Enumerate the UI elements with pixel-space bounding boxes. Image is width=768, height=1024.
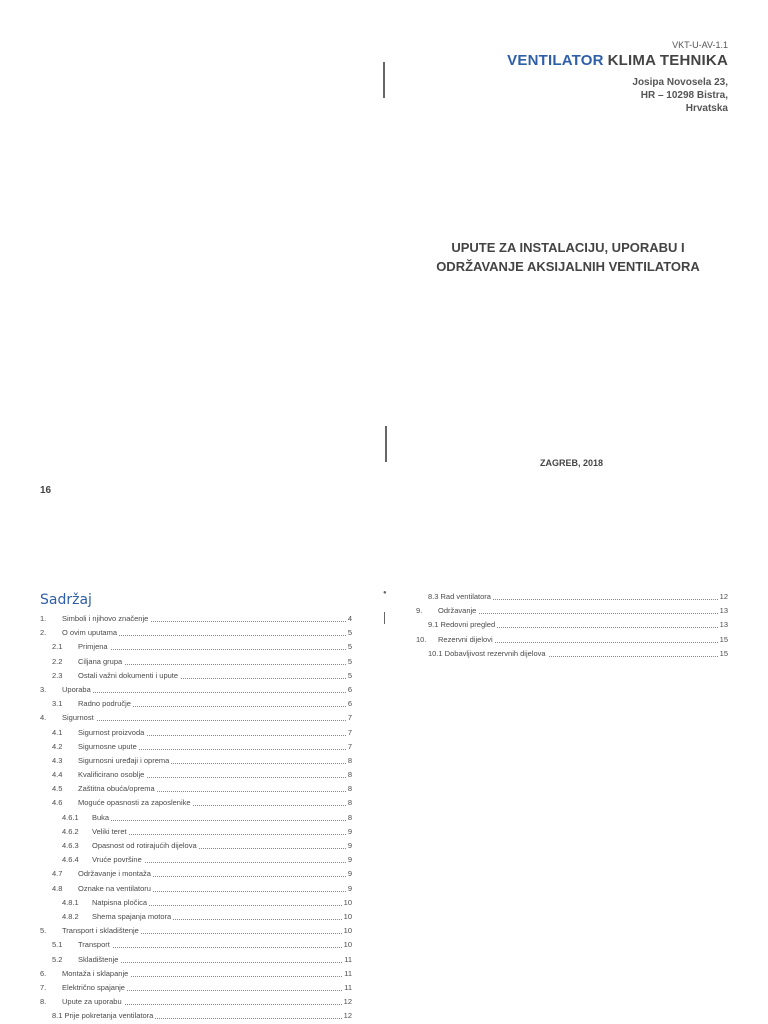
toc-entry-title [62,910,173,924]
toc-entry-text: O ovim uputama [62,628,118,638]
toc-entry-number: 2.2 [52,656,63,666]
toc-entry-page: 9 [346,882,352,896]
toc-entry-text: Kvalificirano osoblje [78,770,145,780]
toc-entry-page: 7 [346,726,352,740]
toc-entry-page: 7 [346,740,352,754]
toc-entry[interactable] [40,882,352,896]
toc-entry-text: Radno područje [78,699,131,709]
toc-entry-title [52,640,110,654]
address-line: HR – 10298 Bistra, [640,90,728,101]
toc-entry-text: Održavanje [438,606,477,616]
toc-entry-text: Primjena [78,642,108,652]
toc-entry-title [40,981,127,995]
toc-entry[interactable] [40,626,352,640]
toc-entry[interactable] [40,726,352,740]
toc-entry-title [52,867,153,881]
toc-entry-title [52,740,139,754]
toc-entry[interactable] [416,647,728,661]
toc-entry-page: 13 [718,604,728,618]
toc-entry-text: Transport [78,940,110,950]
toc-entry[interactable] [40,754,352,768]
toc-entry-number: 6. [40,968,47,978]
toc-entry-text: Zaštitna obuća/oprema [78,784,155,794]
toc-entry[interactable] [40,683,352,697]
toc-entry-title [428,618,497,632]
toc-entry[interactable] [40,796,352,810]
toc-entry[interactable] [40,782,352,796]
toc-entry[interactable] [40,811,352,825]
toc-entry[interactable] [40,924,352,938]
toc-entry-number: 4.6.1 [62,812,79,822]
toc-entry-page: 10 [342,938,352,952]
place-date: ZAGREB, 2018 [540,458,604,468]
toc-entry-page: 8 [346,768,352,782]
toc-entry-number: 4.8 [52,883,63,893]
cover-title [408,238,728,276]
toc-entry-title [52,655,124,669]
toc-entry[interactable] [40,967,352,981]
toc-entry-page: 8 [346,811,352,825]
toc-entry-page: 11 [342,953,352,967]
toc-entry-title [52,726,146,740]
toc-entry-text: Sigurnost [62,713,94,723]
toc-entry-title [40,967,130,981]
title-line: UPUTE ZA INSTALACIJU, UPORABU I [451,240,685,255]
toc-entry-title [62,896,149,910]
toc-entry[interactable] [40,910,352,924]
company-brand [507,52,728,69]
title-line: ODRŽAVANJE AKSIJALNIH VENTILATORA [436,259,700,274]
toc-entry-number: 2. [40,628,47,638]
toc-entry[interactable] [40,669,352,683]
toc-entry-text: 9.1 Redovni pregled [428,620,496,630]
toc-entry-page: 9 [346,839,352,853]
toc-entry-title [52,882,153,896]
toc-entry[interactable] [416,604,728,618]
toc-entry-number: 2.3 [52,670,63,680]
toc-entry-page: 6 [346,683,352,697]
brand-name-part1: VENTILATOR [507,52,604,69]
toc-entry[interactable] [40,697,352,711]
toc-entry-text: 8.3 Rad ventilatora [428,592,491,601]
toc-entry-title [52,796,193,810]
toc-entry-page: 10 [342,910,352,924]
toc-entry[interactable] [40,995,352,1009]
toc-entry-page: 9 [346,853,352,867]
toc-entry-page: 9 [346,825,352,839]
toc-entry-number: 4.6.4 [62,855,79,865]
toc-entry-number: 4.2 [52,741,63,751]
toc-entry[interactable] [416,633,728,647]
toc-entry-page: 13 [718,618,728,632]
toc-entry-number: 4.8.2 [62,911,79,921]
toc-entry-number: 4.8.1 [62,897,79,907]
page-number: 16 [40,485,52,496]
toc-left-column [40,612,352,1023]
toc-entry-text: Shema spajanja motora [92,911,172,921]
toc-entry-number: 4.4 [52,770,63,780]
toc-entry[interactable] [40,981,352,995]
toc-entry[interactable] [40,1009,352,1023]
toc-entry-page: 9 [346,867,352,881]
toc-entry-page: 15 [718,647,728,661]
binding-mark [385,426,387,462]
toc-entry-page: 11 [342,981,352,995]
toc-entry-page: 5 [346,669,352,683]
toc-entry-number: 8. [40,997,47,1007]
toc-entry-number: 4.6.2 [62,826,79,836]
toc-entry[interactable] [40,867,352,881]
toc-entry-text: Veliki teret [92,826,127,836]
brand-name-part2: KLIMA TEHNIKA [607,52,728,69]
toc-entry[interactable] [40,839,352,853]
toc-entry-number: 5.2 [52,954,63,964]
toc-entry-text: 8.1 Prije pokretanja ventilatora [52,1011,154,1021]
toc-entry-page: 4 [346,612,352,626]
toc-entry-title [52,953,120,967]
toc-entry-page: 8 [346,782,352,796]
toc-entry[interactable] [40,853,352,867]
toc-entry-page: 15 [718,633,728,647]
toc-entry-title [52,768,146,782]
toc-entry-title [62,811,111,825]
toc-entry-page: 6 [346,697,352,711]
toc-entry-text: Natpisna pločica [92,897,148,907]
toc-entry-title [416,633,495,647]
toc-entry[interactable] [40,768,352,782]
toc-entry-title [40,995,124,1009]
toc-entry[interactable] [40,896,352,910]
toc-bullet-dot: ● [383,590,387,596]
toc-entry-text: Opasnost od rotirajućih dijelova [92,841,197,850]
toc-entry[interactable] [40,740,352,754]
toc-entry-title [52,754,171,768]
toc-entry-text: Buka [92,812,110,822]
toc-entry-title [52,697,133,711]
toc-entry-number: 10. [416,634,427,644]
toc-entry-number: 2.1 [52,642,63,652]
binding-mark [383,62,385,98]
binding-mark [384,612,385,624]
toc-entry-text: Ciljana grupa [78,656,123,666]
toc-entry[interactable] [40,938,352,952]
toc-heading: Sadržaj [40,592,92,608]
toc-entry[interactable] [416,590,728,604]
toc-entry-text: Održavanje i montaža [78,869,151,879]
toc-entry-number: 4.6.3 [62,841,79,850]
toc-entry-page: 10 [342,896,352,910]
toc-entry-text: Upute za uporabu [62,997,122,1007]
toc-entry-text: Moguće opasnosti za zaposlenike [78,798,191,808]
toc-entry[interactable] [40,825,352,839]
toc-right-column [416,590,728,661]
toc-entry-text: Transport i skladištenje [62,926,139,936]
toc-entry[interactable] [40,711,352,725]
toc-entry-title [52,1009,155,1023]
toc-entry-text: Oznake na ventilatoru [78,883,151,893]
toc-entry-title [40,683,93,697]
address-line: Hrvatska [685,103,728,114]
toc-entry-page: 10 [342,924,352,938]
toc-entry-page: 5 [346,655,352,669]
toc-entry-page: 11 [342,967,352,981]
toc-entry-text: 10.1 Dobavljivost rezervnih dijelova [428,648,546,658]
toc-entry-text: Sigurnosne upute [78,741,137,751]
document-id: VKT-U-AV-1.1 [672,40,728,50]
toc-entry-text: Ostali važni dokumenti i upute [78,670,179,680]
toc-entry-title [40,711,96,725]
toc-entry-text: Sigurnost proizvoda [78,727,145,737]
toc-entry-title [52,669,180,683]
toc-entry-page: 7 [346,711,352,725]
toc-entry[interactable] [40,640,352,654]
toc-entry[interactable] [40,953,352,967]
toc-entry-number: 1. [40,614,47,623]
toc-entry-page: 5 [346,640,352,654]
toc-entry-title [40,924,141,938]
toc-entry-number: 3.1 [52,699,63,709]
toc-entry-text: Simboli i njihovo značenje [62,614,149,623]
toc-entry-title [40,612,150,626]
toc-entry-number: 4. [40,713,47,723]
toc-entry-page: 12 [342,995,352,1009]
toc-entry-title [416,604,478,618]
toc-entry-title [62,853,144,867]
toc-entry-title [52,782,157,796]
toc-entry[interactable] [416,618,728,632]
toc-entry-text: Montaža i sklapanje [62,968,129,978]
toc-entry-title [62,825,129,839]
toc-entry-number: 4.7 [52,869,63,879]
toc-entry-title [40,626,119,640]
toc-entry-title [52,938,112,952]
toc-entry-number: 3. [40,684,47,694]
toc-entry[interactable] [40,655,352,669]
toc-entry-title [62,839,199,853]
toc-entry-number: 9. [416,606,423,616]
toc-entry-page: 8 [346,796,352,810]
toc-entry-page: 5 [346,626,352,640]
toc-entry-number: 4.3 [52,755,63,765]
toc-entry-title [428,590,493,604]
toc-entry-text: Rezervni dijelovi [438,634,493,644]
toc-entry-page: 12 [718,590,728,604]
address-line: Josipa Novosela 23, [632,77,728,88]
toc-entry-number: 5. [40,926,47,936]
toc-entry-number: 7. [40,982,47,992]
toc-entry-number: 4.5 [52,784,63,794]
toc-entry-title [428,647,548,661]
toc-entry-text: Skladištenje [78,954,119,964]
toc-entry-number: 4.6 [52,798,63,808]
toc-entry-text: Sigurnosni uređaji i oprema [78,755,170,765]
toc-entry-text: Električno spajanje [62,982,125,992]
toc-entry-text: Uporaba [62,684,91,694]
toc-entry[interactable] [40,612,352,626]
toc-entry-text: Vruće površine [92,855,142,865]
toc-entry-number: 4.1 [52,727,63,737]
toc-entry-page: 12 [342,1009,352,1023]
toc-entry-page: 8 [346,754,352,768]
company-address [632,76,728,115]
toc-entry-number: 5.1 [52,940,63,950]
